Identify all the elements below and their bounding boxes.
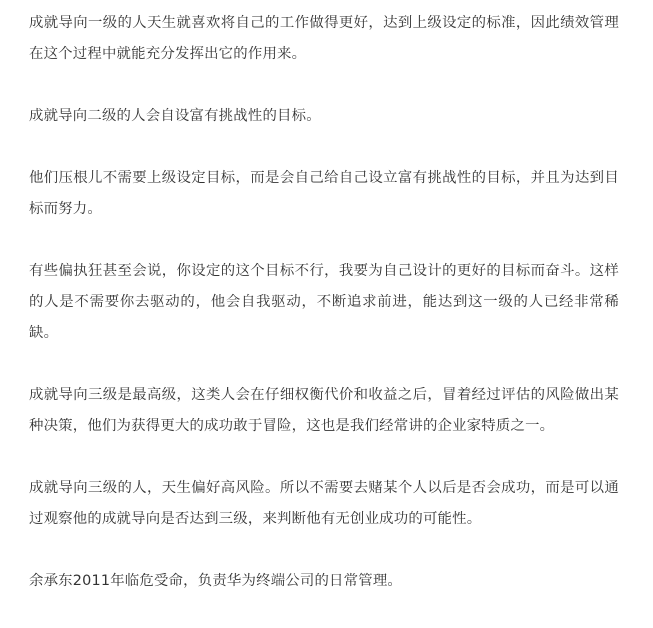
paragraph: 成就导向三级的人，天生偏好高风险。所以不需要去赌某个人以后是否会成功，而是可以通过观察他的成就导向是否达到三级，来判断他有无创业成功的可能性。 (29, 480, 619, 527)
paragraph: 有些偏执狂甚至会说，你设定的这个目标不行，我要为自己设计的更好的目标而奋斗。这样的人是不需要你去驱动的，他会自我驱动，不断追求前进，能达到这一级的人已经非常稀缺。 (29, 263, 619, 341)
paragraph: 成就导向二级的人会自设富有挑战性的目标。 (29, 108, 321, 124)
paragraph: 成就导向三级是最高级，这类人会在仔细权衡代价和收益之后，冒着经过评估的风险做出某种决策，他们为获得更大的成功敢于冒险，这也是我们经常讲的企业家特质之一。 (29, 387, 619, 434)
article-body (29, 0, 619, 628)
paragraph: 他们压根儿不需要上级设定目标，而是会自己给自己设立富有挑战性的目标，并且为达到目标而努力。 (29, 170, 619, 217)
paragraph: 余承东2011年临危受命，负责华为终端公司的日常管理。 (29, 573, 403, 589)
paragraph: 成就导向一级的人天生就喜欢将自己的工作做得更好，达到上级设定的标准，因此绩效管理在这个过程中就能充分发挥出它的作用来。 (29, 15, 619, 62)
